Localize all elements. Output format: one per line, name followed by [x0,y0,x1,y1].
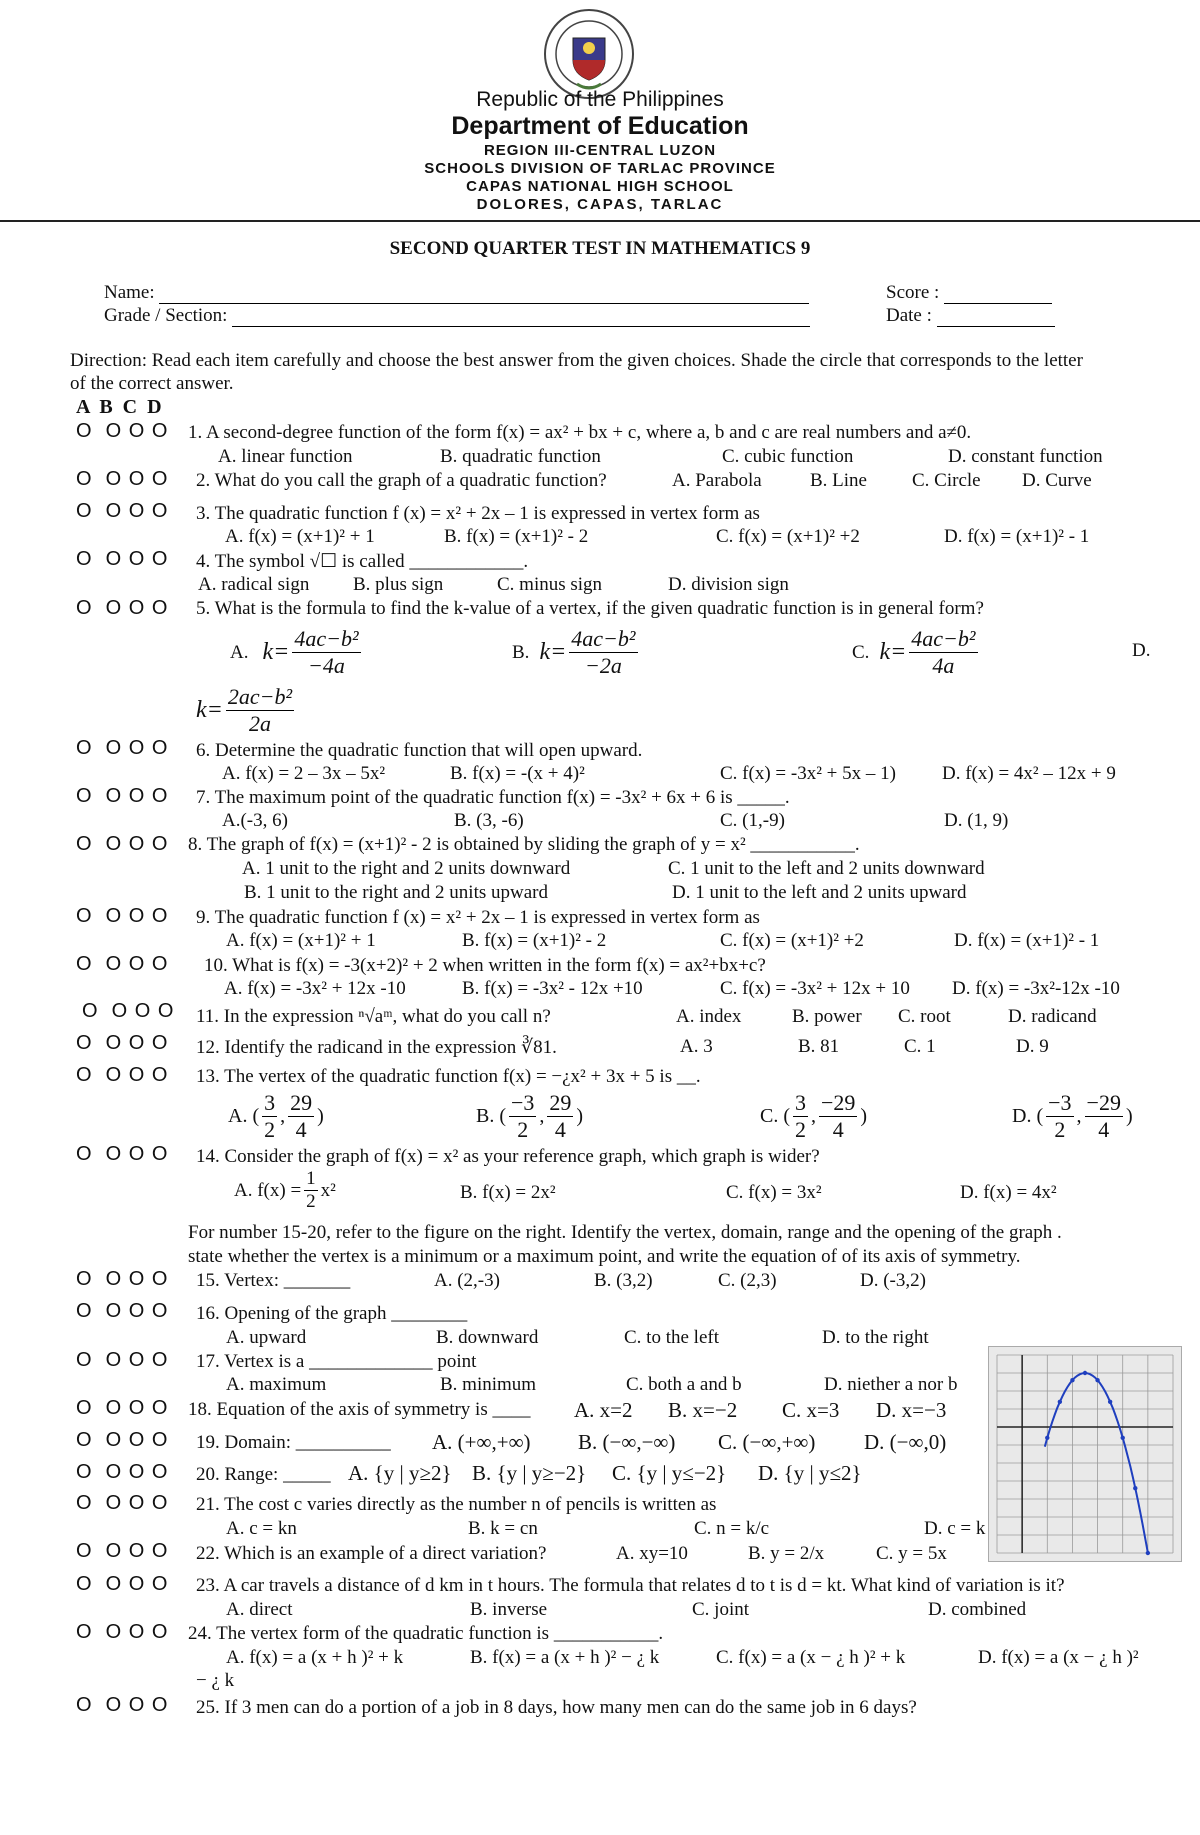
direction-line-1: Direction: Read each item carefully and choose the best answer from the given choices. Shade the circle that corresponds to the letter [70,350,1083,371]
graph-point [1095,1378,1099,1382]
q21-choice-b: B. k = cn [468,1518,538,1539]
deped-seal [543,8,635,100]
q8-choice-b: B. 1 unit to the right and 2 units upward [244,882,548,903]
q6-choice-b: B. f(x) = -(x + 4)² [450,763,585,784]
q5-choice-a [230,626,364,679]
q18-choice-c: C. x=3 [782,1398,840,1422]
q1-choice-a: A. linear function [218,446,353,467]
q13-b-den2: 4 [554,1117,566,1142]
question-13: 13. The vertex of the quadratic function f(x) = −¿x² + 3x + 5 is __. [196,1066,701,1087]
q16-choice-c: C. to the left [624,1327,719,1348]
q24-choice-c: C. f(x) = a (x − ¿ h )² + k [716,1647,906,1668]
q1-choice-c: C. cubic function [722,446,854,467]
question-18: 18. Equation of the axis of symmetry is ____ [188,1399,531,1420]
answer-bubbles-q7[interactable]: O O O O [76,785,169,807]
graph-point [1058,1400,1062,1404]
q13-choice-b: B. ( $\frac{-3}{2}$ , $\frac{29}{4}$ ) [476,1090,584,1142]
q22-choice-b: B. y = 2/x [748,1543,825,1564]
q12-choice-a: A. 3 [680,1036,713,1057]
q5-a-label: A. [230,641,249,663]
question-7: 7. The maximum point of the quadratic function f(x) = -3x² + 6x + 6 is _____. [196,787,790,808]
q14-a-num: 1 [306,1168,316,1189]
q3-choice-c: C. f(x) = (x+1)² +2 [716,526,860,547]
q14-a-prefix: A. f(x) = [234,1179,302,1201]
school-line: CAPAS NATIONAL HIGH SCHOOL [466,178,734,195]
q17-choice-d: D. niether a nor b [824,1374,958,1395]
answer-bubbles-q8[interactable]: O O O O [76,833,169,855]
q16-choice-a: A. upward [226,1327,307,1348]
q3-choice-b: B. f(x) = (x+1)² - 2 [444,526,589,547]
score-field[interactable] [886,282,1052,304]
q9-choice-a: A. f(x) = (x+1)² + 1 [226,930,376,951]
test-title: SECOND QUARTER TEST IN MATHEMATICS 9 [389,238,811,259]
answer-bubbles-q9[interactable]: O O O O [76,905,169,927]
date-label: Date : [886,305,932,326]
q2-choice-a: A. Parabola [672,470,762,491]
q13-c-label: C. ( [760,1105,790,1127]
q9-choice-d: D. f(x) = (x+1)² - 1 [954,930,1100,951]
question-10: 10. What is f(x) = -3(x+2)² + 2 when written in the form f(x) = ax²+bx+c? [204,955,766,976]
q2-choice-d: D. Curve [1022,470,1092,491]
q6-choice-a: A. f(x) = 2 – 3x – 5x² [222,763,386,784]
question-25: 25. If 3 men can do a portion of a job in 8 days, how many men can do the same job in 6 days? [196,1697,917,1718]
q5-k: k= [539,639,567,665]
q2-choice-c: C. Circle [912,470,981,491]
q23-choice-d: D. combined [928,1599,1027,1620]
q15-choice-b: B. (3,2) [594,1270,653,1291]
answer-bubbles-q1[interactable]: O O O O [76,420,169,442]
q13-b-num1: −3 [511,1090,535,1115]
q13-c-den2: 4 [832,1117,844,1142]
q17-choice-c: C. both a and b [626,1374,742,1395]
q9-choice-c: C. f(x) = (x+1)² +2 [720,930,864,951]
graph-point [1083,1371,1087,1375]
q8-choice-a: A. 1 unit to the right and 2 units downward [242,858,571,879]
q12-choice-c: C. 1 [904,1036,936,1057]
answer-bubbles-q15[interactable]: O O O O [76,1268,169,1290]
q20-choice-a: A. {y | y≥2} [348,1461,452,1485]
question-8: 8. The graph of f(x) = (x+1)² - 2 is obtained by sliding the graph of y = x² ___________. [188,834,860,855]
q5-k: k= [879,639,907,665]
answer-bubbles-q18[interactable]: O O O O [76,1397,169,1419]
q8-choice-c: C. 1 unit to the left and 2 units downward [668,858,985,879]
q12-choice-b: B. 81 [798,1036,840,1057]
q24-choice-a: A. f(x) = a (x + h )² + k [226,1647,404,1668]
parabola-graph [988,1346,1182,1562]
graph-point [1146,1551,1150,1555]
question-11: 11. In the expression ⁿ√aᵐ, what do you call n? [196,1006,551,1027]
answer-bubbles-q10[interactable]: O O O O [76,953,169,975]
question-15: 15. Vertex: _______ [196,1270,351,1291]
q20-choice-c: C. {y | y≤−2} [612,1461,727,1485]
q13-b-label: B. ( [476,1105,506,1127]
q18-choice-a: A. x=2 [574,1398,633,1422]
answer-bubbles-q4[interactable]: O O O O [76,548,169,570]
q11-choice-a: A. index [676,1006,742,1027]
grade-section-field[interactable] [104,305,810,327]
question-17: 17. Vertex is a _____________ point [196,1351,477,1372]
q13-choice-d: D. ( $\frac{-3}{2}$ , $\frac{-29}{4}$ ) [1012,1090,1133,1142]
q19-choice-d: D. (−∞,0) [864,1430,947,1454]
q16-choice-d: D. to the right [822,1327,929,1348]
answer-bubbles-q22[interactable]: O O O O [76,1540,169,1562]
graph-point [1133,1486,1137,1490]
region-line: REGION III-CENTRAL LUZON [483,142,717,159]
q16-choice-b: B. downward [436,1327,539,1348]
instruction-15-20-line2: state whether the vertex is a minimum or a maximum point, and write the equation of of its axis of symmetry. [188,1246,1021,1267]
q1-choice-b: B. quadratic function [440,446,601,467]
q5-b-denominator: −2a [584,653,622,678]
q24-choice-d-continued: − ¿ k [196,1670,235,1691]
q13-d-den1: 2 [1054,1117,1066,1142]
question-6: 6. Determine the quadratic function that will open upward. [196,740,643,761]
question-24: 24. The vertex form of the quadratic function is ___________. [188,1623,664,1644]
q13-c-den1: 2 [795,1117,806,1142]
q19-choice-b: B. (−∞,−∞) [578,1430,676,1454]
question-9: 9. The quadratic function f (x) = x² + 2x – 1 is expressed in vertex form as [196,907,760,928]
q5-choice-c [852,626,981,679]
graph-point [1070,1378,1074,1382]
q5-d-denominator: 2a [248,711,271,736]
q12-choice-d: D. 9 [1016,1036,1049,1057]
q5-b-numerator: 4ac−b² [571,626,636,651]
question-22: 22. Which is an example of a direct variation? [196,1543,547,1564]
q22-choice-c: C. y = 5x [876,1543,947,1564]
answer-bubbles-q12[interactable]: O O O O [76,1032,169,1054]
q4-choice-d: D. division sign [668,574,789,595]
q22-choice-a: A. xy=10 [616,1543,688,1564]
question-2: 2. What do you call the graph of a quadratic function? [196,470,607,491]
q10-choice-c: C. f(x) = -3x² + 12x + 10 [720,978,910,999]
q5-choice-b [512,626,641,679]
q11-choice-c: C. root [898,1006,951,1027]
question-20: 20. Range: _____ [196,1464,331,1485]
q19-choice-c: C. (−∞,+∞) [718,1430,816,1454]
score-label: Score : [886,282,940,303]
q5-c-denominator: 4a [932,653,955,678]
answer-bubbles-q17[interactable]: O O O O [76,1349,169,1371]
answer-bubbles-q11[interactable]: O O O O [82,1000,175,1022]
division-line: SCHOOLS DIVISION OF TARLAC PROVINCE [424,160,776,177]
question-23: 23. A car travels a distance of d km in t hours. The formula that relates d to t is d = kt. What kind of variation is it? [196,1575,1065,1596]
q24-choice-b: B. f(x) = a (x + h )² − ¿ k [470,1647,660,1668]
q2-choice-b: B. Line [810,470,867,491]
q5-d-label: D. [1132,640,1151,661]
q13-c-num2: −29 [821,1090,856,1115]
q3-choice-d: D. f(x) = (x+1)² - 1 [944,526,1090,547]
q13-choice-a: A. ( $\frac{3}{2}$ , $\frac{29}{4}$ ) [228,1090,324,1142]
direction-line-2: of the correct answer. [70,373,234,394]
address-line: DOLORES, CAPAS, TARLAC [476,196,724,213]
q13-a-den1: 2 [264,1117,276,1142]
q10-choice-b: B. f(x) = -3x² - 12x +10 [462,978,643,999]
answer-bubbles-q16[interactable]: O O O O [76,1300,169,1322]
q14-choice-a [234,1168,336,1213]
q13-a-label: A. ( [228,1105,260,1127]
q4-choice-a: A. radical sign [198,574,310,595]
q23-choice-c: C. joint [692,1599,750,1620]
question-3: 3. The quadratic function f (x) = x² + 2x – 1 is expressed in vertex form as [196,503,760,524]
q20-choice-d: D. {y | y≤2} [758,1461,862,1485]
q21-choice-a: A. c = kn [226,1518,297,1539]
q8-choice-d: D. 1 unit to the left and 2 units upward [672,882,967,903]
answer-bubbles-q20[interactable]: O O O O [76,1461,169,1483]
answer-bubbles-q25[interactable]: O O O O [76,1694,169,1716]
q14-choice-d: D. f(x) = 4x² [960,1182,1057,1203]
answer-bubbles-q13[interactable]: O O O O [76,1064,169,1086]
answer-bubbles-q6[interactable]: O O O O [76,737,169,759]
question-14: 14. Consider the graph of f(x) = x² as your reference graph, which graph is wider? [196,1146,820,1167]
q18-choice-b: B. x=−2 [668,1398,738,1422]
q19-choice-a: A. (+∞,+∞) [432,1430,531,1454]
q7-choice-b: B. (3, -6) [454,810,524,831]
question-12: 12. Identify the radicand in the expression ∛81. [196,1037,557,1058]
q7-choice-c: C. (1,-9) [720,810,785,831]
q7-choice-a: A.(-3, 6) [222,810,288,831]
q15-choice-a: A. (2,-3) [434,1270,500,1291]
q23-choice-b: B. inverse [470,1599,548,1620]
q15-choice-d: D. (-3,2) [860,1270,926,1291]
q5-k: k= [262,639,290,665]
grade-label: Grade / Section: [104,305,228,326]
q5-b-label: B. [512,641,530,663]
answer-bubbles-q21[interactable]: O O O O [76,1492,169,1514]
q13-c-num1: 3 [795,1090,806,1115]
answer-bubbles-q19[interactable]: O O O O [76,1429,169,1451]
q5-a-numerator: 4ac−b² [294,626,359,651]
graph-point [1121,1436,1125,1440]
q13-d-den2: 4 [1098,1117,1110,1142]
answer-letters-header: A B C D [76,396,162,418]
q17-choice-a: A. maximum [226,1374,327,1395]
q18-choice-d: D. x=−3 [876,1398,947,1422]
q13-b-den1: 2 [517,1117,529,1142]
question-19: 19. Domain: __________ [196,1432,391,1453]
q5-c-label: C. [852,641,870,663]
q5-a-denominator: −4a [308,653,345,678]
q13-d-num2: −29 [1086,1090,1121,1115]
q13-a-den2: 4 [295,1117,307,1142]
q14-a-suffix: x² [320,1179,336,1201]
name-field[interactable] [104,282,809,304]
answer-bubbles-q2[interactable]: O O O O [76,468,169,490]
graph-point [1108,1400,1112,1404]
name-label: Name: [104,282,155,303]
question-16: 16. Opening of the graph ________ [196,1303,468,1324]
question-21: 21. The cost c varies directly as the number n of pencils is written as [196,1494,717,1515]
republic-line: Republic of the Philippines [476,88,724,111]
q5-k: k= [196,697,223,723]
q9-choice-b: B. f(x) = (x+1)² - 2 [462,930,607,951]
q6-choice-d: D. f(x) = 4x² – 12x + 9 [942,763,1116,784]
q4-choice-c: C. minus sign [497,574,603,595]
q21-choice-c: C. n = k/c [694,1518,770,1539]
date-field[interactable] [886,305,1055,327]
q1-choice-d: D. constant function [948,446,1103,467]
q13-choice-c: C. ( $\frac{3}{2}$ , $\frac{-29}{4}$ ) [760,1090,868,1142]
graph-point [1045,1436,1049,1440]
q24-choice-d: D. f(x) = a (x − ¿ h )² [978,1647,1139,1668]
q4-choice-b: B. plus sign [353,574,444,595]
q11-choice-b: B. power [792,1006,862,1027]
q20-choice-b: B. {y | y≥−2} [472,1461,587,1485]
question-1: 1. A second-degree function of the form f(x) = ax² + bx + c, where a, b and c are real numbers and a≠0. [188,422,972,443]
header-divider [0,220,1200,222]
q21-choice-d: D. c = k [924,1518,986,1539]
q17-choice-b: B. minimum [440,1374,537,1395]
question-4: 4. The symbol √☐ is called ____________. [196,551,529,572]
q11-choice-d: D. radicand [1008,1006,1097,1027]
answer-bubbles-q3[interactable]: O O O O [76,500,169,522]
q13-b-num2: 29 [549,1090,572,1115]
answer-bubbles-q24[interactable]: O O O O [76,1621,169,1643]
answer-bubbles-q5[interactable]: O O O O [76,597,169,619]
answer-bubbles-q14[interactable]: O O O O [76,1143,169,1165]
q23-choice-a: A. direct [226,1599,293,1620]
q13-d-label: D. ( [1012,1105,1044,1127]
q10-choice-d: D. f(x) = -3x²-12x -10 [952,978,1120,999]
department-name: Department of Education [451,112,749,140]
question-5: 5. What is the formula to find the k-value of a vertex, if the given quadratic function is in general form? [196,598,984,619]
q10-choice-a: A. f(x) = -3x² + 12x -10 [224,978,406,999]
q5-d-numerator: 2ac−b² [227,684,293,709]
q15-choice-c: C. (2,3) [718,1270,777,1291]
q13-a-num2: 29 [290,1090,313,1115]
q6-choice-c: C. f(x) = -3x² + 5x – 1) [720,763,896,784]
answer-bubbles-q23[interactable]: O O O O [76,1573,169,1595]
q3-choice-a: A. f(x) = (x+1)² + 1 [225,526,375,547]
q5-c-numerator: 4ac−b² [911,626,976,651]
q13-d-num1: −3 [1048,1090,1072,1115]
q7-choice-d: D. (1, 9) [944,810,1009,831]
q5-choice-d [196,684,297,737]
instruction-15-20-line1: For number 15-20, refer to the figure on the right. Identify the vertex, domain, range and the opening of the graph . [188,1222,1062,1243]
q14-a-den: 2 [306,1191,316,1212]
q13-a-num1: 3 [264,1090,276,1115]
q14-choice-b: B. f(x) = 2x² [460,1182,556,1203]
q14-choice-c: C. f(x) = 3x² [726,1182,822,1203]
